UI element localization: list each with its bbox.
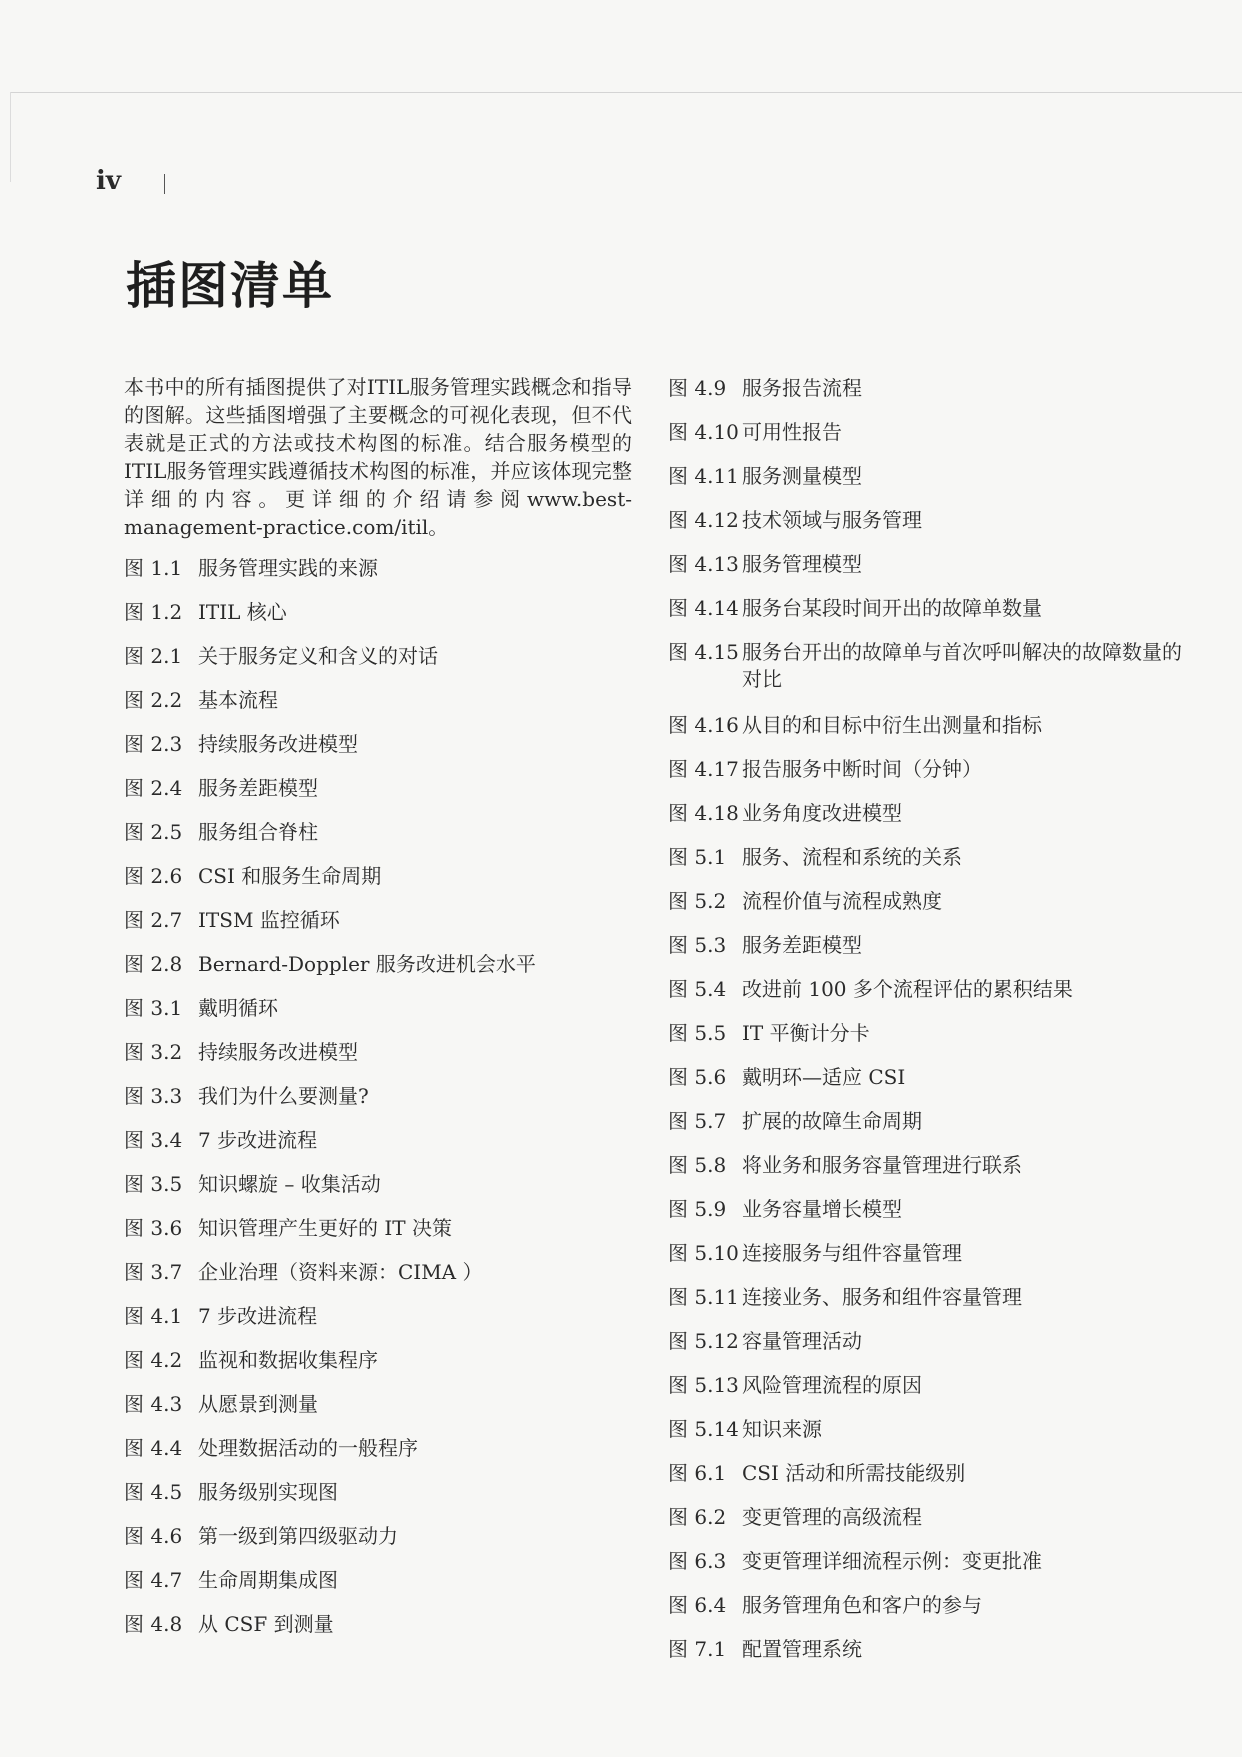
- figure-number: 图 5.6: [668, 1065, 727, 1089]
- figure-number: 图 1.2: [124, 600, 183, 624]
- figure-entry: [124, 599, 644, 626]
- figure-entry: [668, 1636, 1188, 1663]
- figure-title: 持续服务改进模型: [198, 1040, 358, 1064]
- figure-entry: [668, 1372, 1188, 1399]
- figure-number: 图 4.2: [124, 1348, 183, 1372]
- figure-entry: [668, 888, 1188, 915]
- figure-title: 从 CSF 到测量: [198, 1612, 334, 1636]
- figure-number: 图 4.17: [668, 757, 739, 781]
- figure-number: 图 4.8: [124, 1612, 183, 1636]
- figure-title: 将业务和服务容量管理进行联系: [742, 1153, 1022, 1177]
- figure-title: IT 平衡计分卡: [742, 1021, 870, 1045]
- figure-entry: [124, 995, 644, 1022]
- figure-entry: [668, 1152, 1188, 1179]
- figure-entry: [668, 595, 1188, 622]
- figure-title: CSI 活动和所需技能级别: [742, 1461, 966, 1485]
- figure-number: 图 5.7: [668, 1109, 727, 1133]
- figure-number: 图 3.6: [124, 1216, 183, 1240]
- figure-number: 图 4.4: [124, 1436, 183, 1460]
- figure-title: 服务台开出的故障单与首次呼叫解决的故障数量的对比: [742, 640, 1182, 691]
- figure-number: 图 4.5: [124, 1480, 183, 1504]
- figure-title: ITSM 监控循环: [198, 908, 340, 932]
- figure-number: 图 2.4: [124, 776, 183, 800]
- figure-number: 图 2.2: [124, 688, 183, 712]
- figure-entry: [124, 907, 644, 934]
- figure-list-right: [668, 375, 1188, 1680]
- figure-title: 从目的和目标中衍生出测量和指标: [742, 713, 1042, 737]
- figure-number: 图 6.2: [668, 1505, 727, 1529]
- figure-title: 改进前 100 多个流程评估的累积结果: [742, 977, 1073, 1001]
- figure-entry: [124, 1171, 644, 1198]
- figure-number: 图 4.1: [124, 1304, 183, 1328]
- figure-number: 图 2.5: [124, 820, 183, 844]
- figure-title: 连接服务与组件容量管理: [742, 1241, 962, 1265]
- figure-entry: [668, 1240, 1188, 1267]
- scan-edge-left: [10, 92, 11, 182]
- figure-title: 戴明环—适应 CSI: [742, 1065, 906, 1089]
- figure-number: 图 4.10: [668, 420, 739, 444]
- figure-title: 持续服务改进模型: [198, 732, 358, 756]
- figure-number: 图 4.9: [668, 376, 727, 400]
- figure-number: 图 6.4: [668, 1593, 727, 1617]
- figure-title: 报告服务中断时间（分钟）: [742, 757, 982, 781]
- figure-number: 图 5.4: [668, 977, 727, 1001]
- figure-entry: [668, 800, 1188, 827]
- figure-entry: [124, 819, 644, 846]
- figure-entry: [668, 756, 1188, 783]
- figure-number: 图 4.11: [668, 464, 739, 488]
- figure-entry: [124, 775, 644, 802]
- figure-title: 服务管理模型: [742, 552, 862, 576]
- figure-entry: [124, 951, 644, 978]
- figure-title: 第一级到第四级驱动力: [198, 1524, 398, 1548]
- figure-entry: [124, 1435, 644, 1462]
- figure-number: 图 4.13: [668, 552, 739, 576]
- figure-title: CSI 和服务生命周期: [198, 864, 382, 888]
- figure-entry: [124, 1303, 644, 1330]
- figure-entry: [668, 976, 1188, 1003]
- header-rule: [164, 174, 165, 194]
- figure-title: 服务测量模型: [742, 464, 862, 488]
- figure-entry: [124, 1083, 644, 1110]
- figure-entry: [668, 375, 1188, 402]
- figure-entry: [668, 1196, 1188, 1223]
- figure-title: 业务角度改进模型: [742, 801, 902, 825]
- figure-title: 技术领域与服务管理: [742, 508, 922, 532]
- figure-title: 流程价值与流程成熟度: [742, 889, 942, 913]
- figure-title: 生命周期集成图: [198, 1568, 338, 1592]
- figure-title: 知识来源: [742, 1417, 822, 1441]
- figure-title: 7 步改进流程: [198, 1128, 318, 1152]
- figure-number: 图 5.9: [668, 1197, 727, 1221]
- figure-number: 图 4.16: [668, 713, 739, 737]
- figure-entry: [668, 1284, 1188, 1311]
- figure-number: 图 7.1: [668, 1637, 727, 1661]
- figure-entry: [668, 844, 1188, 871]
- figure-title: 连接业务、服务和组件容量管理: [742, 1285, 1022, 1309]
- figure-title: 容量管理活动: [742, 1329, 862, 1353]
- figure-entry: [668, 1328, 1188, 1355]
- figure-entry: [124, 687, 644, 714]
- figure-title: 服务管理角色和客户的参与: [742, 1593, 982, 1617]
- figure-entry: [668, 507, 1188, 534]
- figure-entry: [124, 1611, 644, 1638]
- figure-entry: [668, 1504, 1188, 1531]
- figure-title: 可用性报告: [742, 420, 842, 444]
- figure-number: 图 3.5: [124, 1172, 183, 1196]
- figure-title: 扩展的故障生命周期: [742, 1109, 922, 1133]
- page-number: iv: [96, 166, 121, 196]
- figure-entry: [124, 1215, 644, 1242]
- figure-title: 关于服务定义和含义的对话: [198, 644, 438, 668]
- figure-number: 图 3.7: [124, 1260, 183, 1284]
- figure-title: 服务组合脊柱: [198, 820, 318, 844]
- figure-entry: [668, 1592, 1188, 1619]
- figure-title: 知识管理产生更好的 IT 决策: [198, 1216, 452, 1240]
- figure-title: 配置管理系统: [742, 1637, 862, 1661]
- figure-entry: [124, 731, 644, 758]
- figure-number: 图 5.13: [668, 1373, 739, 1397]
- figure-title: 服务、流程和系统的关系: [742, 845, 962, 869]
- figure-entry: [124, 555, 644, 582]
- figure-number: 图 4.15: [668, 640, 739, 664]
- figure-number: 图 2.1: [124, 644, 183, 668]
- figure-entry: [668, 1416, 1188, 1443]
- figure-title: 监视和数据收集程序: [198, 1348, 378, 1372]
- figure-entry: [124, 1479, 644, 1506]
- figure-title: 基本流程: [198, 688, 278, 712]
- figure-number: 图 2.3: [124, 732, 183, 756]
- figure-title: 服务报告流程: [742, 376, 862, 400]
- figure-number: 图 4.14: [668, 596, 739, 620]
- figure-title: 戴明循环: [198, 996, 278, 1020]
- figure-entry: [668, 1460, 1188, 1487]
- figure-number: 图 4.7: [124, 1568, 183, 1592]
- figure-entry: [668, 1064, 1188, 1091]
- figure-number: 图 5.3: [668, 933, 727, 957]
- figure-number: 图 5.14: [668, 1417, 739, 1441]
- figure-number: 图 4.3: [124, 1392, 183, 1416]
- figure-entry: [668, 1548, 1188, 1575]
- figure-entry: [124, 1039, 644, 1066]
- figure-number: 图 3.3: [124, 1084, 183, 1108]
- figure-number: 图 4.12: [668, 508, 739, 532]
- figure-entry: [668, 932, 1188, 959]
- figure-title: ITIL 核心: [198, 600, 287, 624]
- figure-entry: [668, 639, 1188, 693]
- figure-entry: [668, 419, 1188, 446]
- figure-number: 图 3.1: [124, 996, 183, 1020]
- figure-title: Bernard-Doppler 服务改进机会水平: [198, 952, 536, 976]
- figure-entry: [668, 712, 1188, 739]
- figure-entry: [124, 1347, 644, 1374]
- figure-title: 业务容量增长模型: [742, 1197, 902, 1221]
- figure-title: 知识螺旋 – 收集活动: [198, 1172, 381, 1196]
- figure-number: 图 5.8: [668, 1153, 727, 1177]
- figure-title: 变更管理的高级流程: [742, 1505, 922, 1529]
- figure-number: 图 2.8: [124, 952, 183, 976]
- figure-entry: [124, 1523, 644, 1550]
- figure-entry: [124, 643, 644, 670]
- figure-title: 处理数据活动的一般程序: [198, 1436, 418, 1460]
- intro-paragraph: 本书中的所有插图提供了对ITIL服务管理实践概念和指导的图解。这些插图增强了主要概念的可视化表现，但不代表就是正式的方法或技术构图的标准。结合服务模型的ITIL服务管理实践遵循技术构图的标准，并应该体现完整详细的内容。更详细的介绍请参阅www.best-management-practice.com/itil。: [124, 375, 632, 539]
- figure-title: 变更管理详细流程示例：变更批准: [742, 1549, 1042, 1573]
- figure-title: 服务差距模型: [198, 776, 318, 800]
- figure-entry: [124, 1567, 644, 1594]
- figure-title: 企业治理（资料来源：CIMA ）: [198, 1260, 483, 1284]
- figure-entry: [668, 463, 1188, 490]
- figure-number: 图 5.10: [668, 1241, 739, 1265]
- figure-title: 风险管理流程的原因: [742, 1373, 922, 1397]
- scan-edge-top: [10, 92, 1242, 93]
- page-title: 插图清单: [126, 256, 334, 315]
- figure-number: 图 5.1: [668, 845, 727, 869]
- figure-number: 图 5.2: [668, 889, 727, 913]
- figure-list-left: [124, 555, 644, 1655]
- figure-title: 服务管理实践的来源: [198, 556, 378, 580]
- figure-number: 图 6.1: [668, 1461, 727, 1485]
- figure-title: 从愿景到测量: [198, 1392, 318, 1416]
- figure-entry: [668, 1108, 1188, 1135]
- figure-entry: [124, 863, 644, 890]
- figure-number: 图 3.2: [124, 1040, 183, 1064]
- figure-number: 图 2.6: [124, 864, 183, 888]
- figure-title: 我们为什么要测量?: [198, 1084, 369, 1108]
- figure-title: 服务台某段时间开出的故障单数量: [742, 596, 1042, 620]
- figure-entry: [668, 551, 1188, 578]
- figure-entry: [124, 1391, 644, 1418]
- figure-entry: [124, 1259, 644, 1286]
- figure-title: 服务差距模型: [742, 933, 862, 957]
- figure-entry: [668, 1020, 1188, 1047]
- figure-number: 图 5.11: [668, 1285, 739, 1309]
- figure-number: 图 4.18: [668, 801, 739, 825]
- figure-number: 图 3.4: [124, 1128, 183, 1152]
- figure-number: 图 5.12: [668, 1329, 739, 1353]
- figure-number: 图 5.5: [668, 1021, 727, 1045]
- figure-number: 图 2.7: [124, 908, 183, 932]
- figure-number: 图 4.6: [124, 1524, 183, 1548]
- figure-title: 7 步改进流程: [198, 1304, 318, 1328]
- figure-number: 图 1.1: [124, 556, 183, 580]
- figure-title: 服务级别实现图: [198, 1480, 338, 1504]
- figure-number: 图 6.3: [668, 1549, 727, 1573]
- figure-entry: [124, 1127, 644, 1154]
